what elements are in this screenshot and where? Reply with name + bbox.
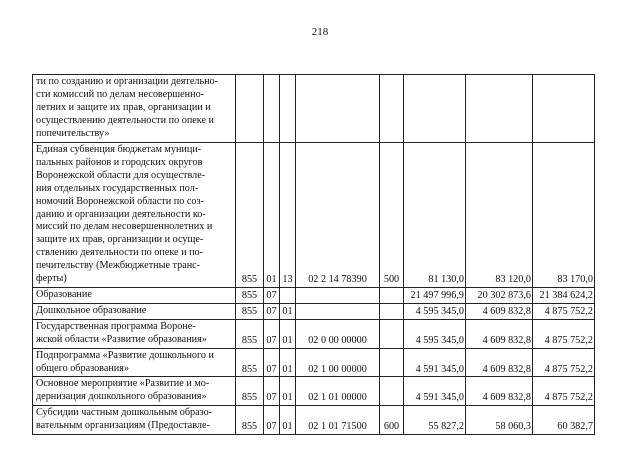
subsection-code: 13 <box>280 143 296 288</box>
row-name-line: печительству (Межбюджетные транс- <box>36 260 201 272</box>
row-name-line: Подпрограмма «Развитие дошкольного и <box>36 349 215 361</box>
amount-year-2: 58 060,3 <box>466 406 533 435</box>
row-name <box>33 75 236 143</box>
amount-year-2 <box>466 75 533 143</box>
table-row <box>33 319 595 348</box>
row-name <box>33 406 236 435</box>
subsection-code: 01 <box>280 377 296 406</box>
ved-code: 855 <box>236 377 264 406</box>
amount-year-1: 55 827,2 <box>404 406 466 435</box>
table-row <box>33 303 595 319</box>
expense-type-code <box>380 75 404 143</box>
row-name-line: дернизация дошкольного образования» <box>36 391 207 403</box>
row-name-line: вательным организациям (Предоставле- <box>36 420 210 432</box>
ved-code: 855 <box>236 143 264 288</box>
row-name <box>33 287 236 303</box>
target-article-code: 02 1 01 00000 <box>296 377 380 406</box>
amount-year-1: 4 595 345,0 <box>404 319 466 348</box>
section-code: 07 <box>264 319 280 348</box>
expense-type-code <box>380 287 404 303</box>
subsection-code <box>280 75 296 143</box>
amount-year-2: 4 609 832,8 <box>466 303 533 319</box>
amount-year-2: 83 120,0 <box>466 143 533 288</box>
amount-year-3: 4 875 752,2 <box>533 319 595 348</box>
amount-year-2: 20 302 873,6 <box>466 287 533 303</box>
table-row <box>33 377 595 406</box>
ved-code: 855 <box>236 319 264 348</box>
amount-year-1: 81 130,0 <box>404 143 466 288</box>
amount-year-2: 4 609 832,8 <box>466 348 533 377</box>
table-row <box>33 287 595 303</box>
expense-type-code <box>380 377 404 406</box>
amount-year-1: 4 591 345,0 <box>404 348 466 377</box>
row-name-line: ствлению деятельности по опеке и по- <box>36 247 204 259</box>
section-code: 07 <box>264 348 280 377</box>
amount-year-3 <box>533 75 595 143</box>
row-name-line: Воронежской области для осуществле- <box>36 169 206 181</box>
row-name-line: ти по созданию и организации деятельно- <box>36 76 219 87</box>
target-article-code: 02 1 01 71500 <box>296 406 380 435</box>
amount-year-1: 4 595 345,0 <box>404 303 466 319</box>
row-name-line: общего образования» <box>36 362 130 374</box>
budget-table <box>32 74 595 435</box>
row-name <box>33 143 236 288</box>
amount-year-1: 21 497 996,9 <box>404 287 466 303</box>
amount-year-3: 83 170,0 <box>533 143 595 288</box>
expense-type-code: 500 <box>380 143 404 288</box>
row-name-line: данию и организации деятельности ко- <box>36 208 206 220</box>
page-number: 218 <box>311 26 329 38</box>
target-article-code: 02 1 00 00000 <box>296 348 380 377</box>
subsection-code: 01 <box>280 348 296 377</box>
row-name <box>33 319 236 348</box>
row-name-line: защите их прав, организации и осуще- <box>36 234 204 246</box>
subsection-code <box>280 287 296 303</box>
row-name-line: Основное мероприятие «Развитие и мо- <box>36 378 210 390</box>
section-code: 01 <box>264 143 280 288</box>
target-article-code: 02 2 14 78390 <box>296 143 380 288</box>
subsection-code: 01 <box>280 303 296 319</box>
amount-year-1: 4 591 345,0 <box>404 377 466 406</box>
subsection-code: 01 <box>280 319 296 348</box>
ved-code: 855 <box>236 303 264 319</box>
amount-year-2: 4 609 832,8 <box>466 319 533 348</box>
table-row <box>33 406 595 435</box>
expense-type-code: 600 <box>380 406 404 435</box>
amount-year-3: 21 384 624,2 <box>533 287 595 303</box>
ved-code: 855 <box>236 348 264 377</box>
target-article-code <box>296 287 380 303</box>
row-name-line: ферты) <box>36 273 67 285</box>
row-name-line: миссий по делам несовершеннолетних и <box>36 221 213 233</box>
row-name <box>33 377 236 406</box>
row-name-line: пальных районов и городских округов <box>36 156 203 168</box>
row-name <box>33 348 236 377</box>
amount-year-1 <box>404 75 466 143</box>
expense-type-code <box>380 319 404 348</box>
section-code: 07 <box>264 377 280 406</box>
row-name-line: Дошкольное образование <box>36 304 147 316</box>
amount-year-2: 4 609 832,8 <box>466 377 533 406</box>
row-name-line: Образование <box>36 288 92 300</box>
row-name-line: Государственная программа Вороне- <box>36 320 196 332</box>
section-code: 07 <box>264 287 280 303</box>
target-article-code <box>296 303 380 319</box>
row-name-line: жской области «Развитие образования» <box>36 333 207 345</box>
section-code: 07 <box>264 303 280 319</box>
row-name-line: попечительству» <box>36 127 110 139</box>
section-code <box>264 75 280 143</box>
target-article-code: 02 0 00 00000 <box>296 319 380 348</box>
expense-type-code <box>380 348 404 377</box>
amount-year-3: 60 382,7 <box>533 406 595 435</box>
expense-type-code <box>380 303 404 319</box>
amount-year-3: 4 875 752,2 <box>533 348 595 377</box>
row-name-line: осуществлению деятельности по опеке и <box>36 114 215 126</box>
row-name <box>33 303 236 319</box>
ved-code: 855 <box>236 406 264 435</box>
table-body <box>33 75 595 435</box>
table-row <box>33 75 595 143</box>
ved-code <box>236 75 264 143</box>
amount-year-3: 4 875 752,2 <box>533 377 595 406</box>
row-name-line: летних и защите их прав, организации и <box>36 101 211 113</box>
row-name-line: Субсидии частным дошкольным образо- <box>36 407 213 419</box>
table-row <box>33 143 595 288</box>
target-article-code <box>296 75 380 143</box>
table-row <box>33 348 595 377</box>
row-name-line: ния отдельных государственных пол- <box>36 182 199 194</box>
row-name-line: номочий Воронежской области по соз- <box>36 195 204 207</box>
row-name-line: сти комиссий по делам несовершенно- <box>36 88 205 100</box>
amount-year-3: 4 875 752,2 <box>533 303 595 319</box>
section-code: 07 <box>264 406 280 435</box>
subsection-code: 01 <box>280 406 296 435</box>
row-name-line: Единая субвенция бюджетам муници- <box>36 144 202 155</box>
ved-code: 855 <box>236 287 264 303</box>
